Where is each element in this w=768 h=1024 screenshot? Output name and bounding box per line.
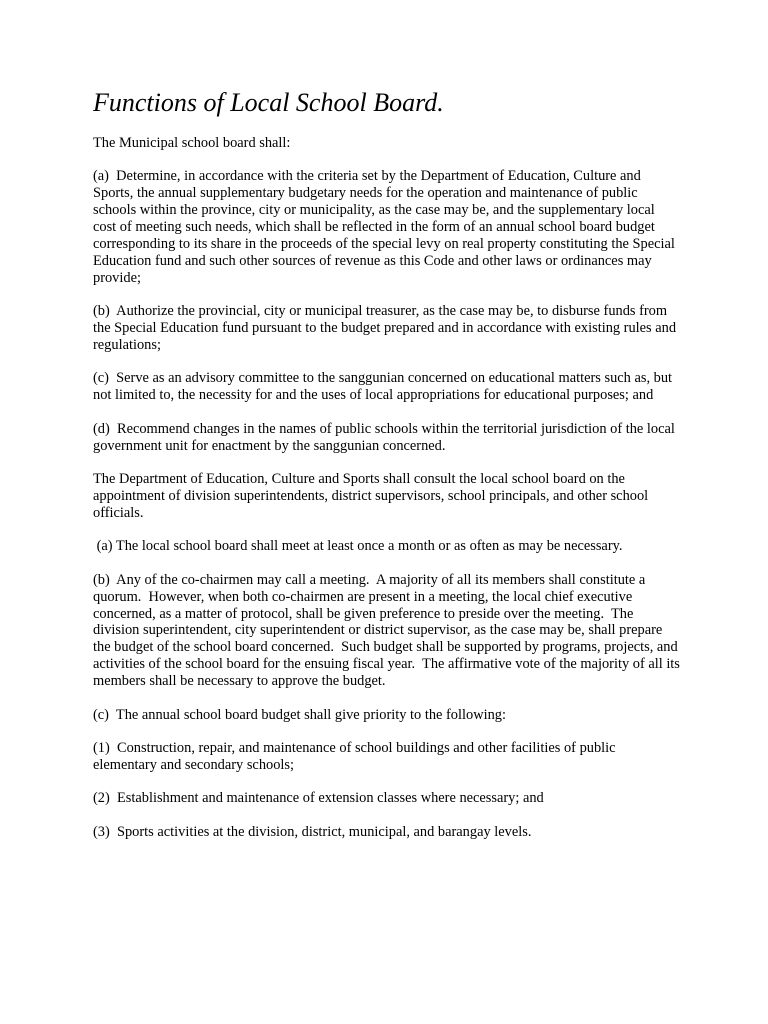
paragraph-priority-2: (2) Establishment and maintenance of extension classes where necessary; and [93,790,544,807]
paragraph-item-a: (a) Determine, in accordance with the criteria set by the Department of Education, Culture and Sports, the annual supplementary budgetary needs for the operation and maintenance of public schools within the province, city or municipality, as the case may be, and the supplementary local cost of meeting such needs, which shall be reflected in the form of an annual school board budget corresponding to its share in the proceeds of the special levy on real property constituting the Special Education fund and such other sources of revenue as this Code and other laws or ordinances may provide; [93,168,679,286]
paragraph-consultation: The Department of Education, Culture and Sports shall consult the local school board on the appointment of division superintendents, district supervisors, school principals, and other school officials. [93,471,652,521]
paragraph-priority-3: (3) Sports activities at the division, district, municipal, and barangay levels. [93,823,532,840]
paragraph-meetings-b: (b) Any of the co-chairmen may call a meeting. A majority of all its members shall constitute a quorum. However, when both co-chairmen are present in a meeting, the local chief executive concerned, as a matter of protocol, shall be given preference to preside over the meeting. The division superintendent, city superintendent or district supervisor, as the case may be, shall prepare the budget of the school board concerned. Such budget shall be supported by programs, projects, and activities of the school board for the ensuing fiscal year. The affirmative vote of the majority of all its members shall be necessary to approve the budget. [93,571,684,690]
paragraph-item-c: (c) Serve as an advisory committee to the sanggunian concerned on educational matters such as, but not limited to, the necessity for and the uses of local appropriations for educational purposes; and [93,370,676,404]
paragraph-budget-c: (c) The annual school board budget shall give priority to the following: [93,706,506,723]
paragraph-item-d: (d) Recommend changes in the names of public schools within the territorial jurisdiction of the local government unit for enactment by the sanggunian concerned. [93,420,679,454]
document-page [93,86,684,857]
paragraph-item-b: (b) Authorize the provincial, city or municipal treasurer, as the case may be, to disburse funds from the Special Education fund pursuant to the budget prepared and in accordance with existing rules and regulations; [93,303,680,354]
paragraph-priority-1: (1) Construction, repair, and maintenance of school buildings and other facilities of public elementary and secondary schools; [93,739,620,773]
paragraph-intro: The Municipal school board shall: [93,135,291,151]
paragraph-meetings-a: (a) The local school board shall meet at least once a month or as often as may be necessary. [93,538,623,555]
document-title: Functions of Local School Board. [93,88,444,117]
